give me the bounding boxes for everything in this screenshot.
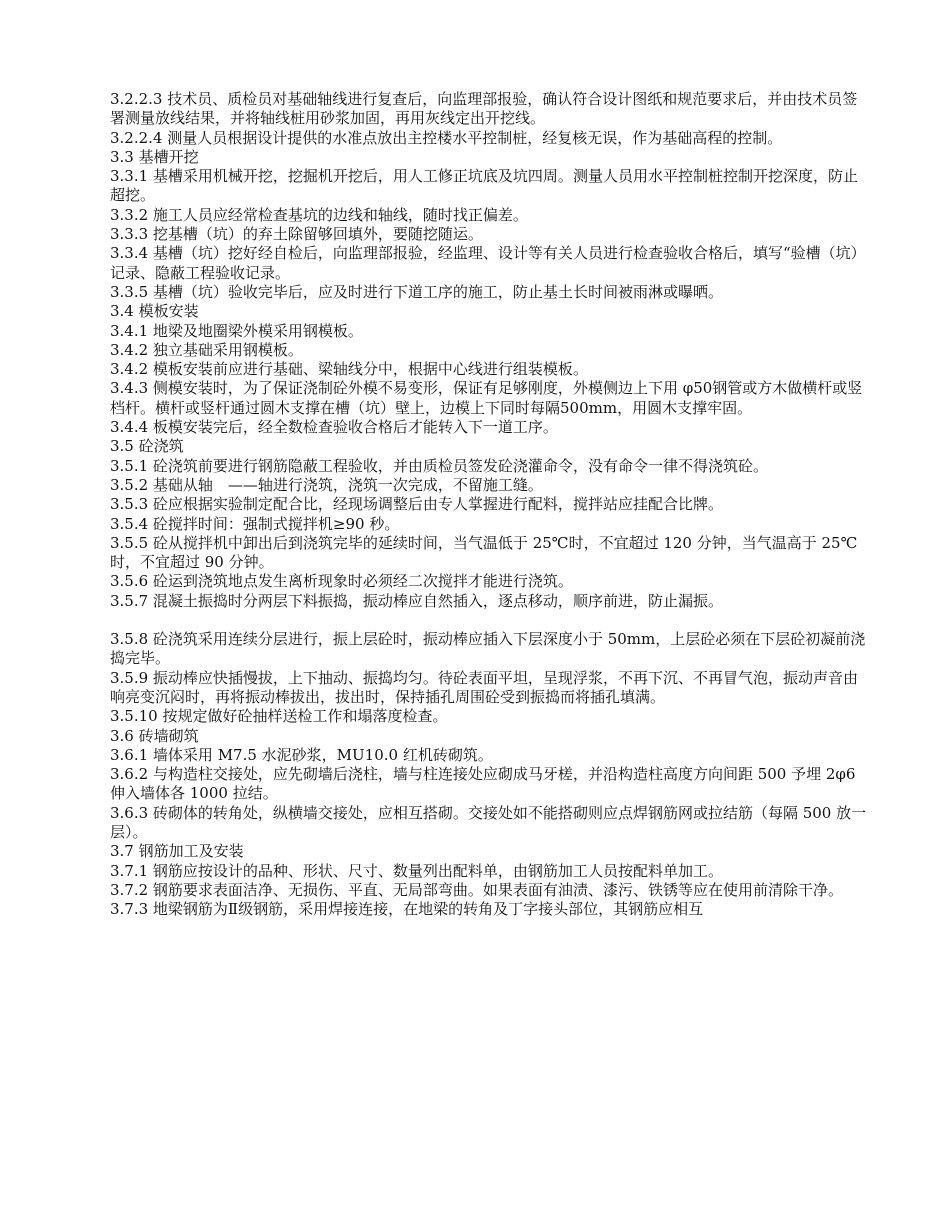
paragraph-3-5-6: 3.5.6 砼运到浇筑地点发生离析现象时必须经二次搅拌才能进行浇筑。 — [110, 572, 573, 591]
document-body — [110, 90, 870, 919]
paragraph-3-6-1: 3.6.1 墙体采用 M7.5 水泥砂浆，MU10.0 红机砖砌筑。 — [110, 745, 493, 764]
paragraph-3-3-4: 3.3.4 基槽（坑）挖好经自检后，向监理部报验，经监理、设计等有关人员进行检查验收合格后，填写“验槽（坑）记录、隐蔽工程验收记录。 — [110, 244, 866, 282]
paragraph-3-7-2: 3.7.2 钢筋要求表面洁净、无损伤、平直、无局部弯曲。如果表面有油渍、漆污、铁锈等应在使用前清除干净。 — [110, 880, 843, 899]
paragraph-3-4-2b: 3.4.2 模板安装前应进行基础、梁轴线分中，根据中心线进行组装模板。 — [110, 360, 588, 379]
paragraph-3-6-2: 3.6.2 与构造柱交接处，应先砌墙后浇柱，墙与柱连接处应砌成马牙槎，并沿构造柱高度方向间距 500 予埋 2φ6 伸入墙体各 1000 拉结。 — [110, 765, 856, 803]
paragraph-3-4-4: 3.4.4 板模安装完后，经全数检查验收合格后才能转入下一道工序。 — [110, 418, 558, 437]
paragraph-3-6-3: 3.6.3 砖砌体的转角处，纵横墙交接处，应相互搭砌。交接处如不能搭砌则应点焊钢筋网或拉结筋（每隔 500 放一层）。 — [110, 803, 867, 841]
paragraph-3-3-3: 3.3.3 挖基槽（坑）的弃土除留够回填外，要随挖随运。 — [110, 225, 483, 244]
paragraph-3-7-1: 3.7.1 钢筋应按设计的品种、形状、尺寸、数量列出配料单，由钢筋加工人员按配料单加工。 — [110, 861, 723, 880]
paragraph-3-5-10: 3.5.10 按规定做好砼抽样送检工作和塌落度检查。 — [110, 707, 448, 726]
heading-3-4: 3.4 模板安装 — [110, 302, 199, 321]
paragraph-3-4-1: 3.4.1 地梁及地圈梁外模采用钢模板。 — [110, 321, 363, 340]
paragraph-3-4-2a: 3.4.2 独立基础采用钢模板。 — [110, 340, 303, 359]
heading-3-7: 3.7 钢筋加工及安装 — [110, 842, 244, 861]
paragraph-3-2-2-4: 3.2.2.4 测量人员根据设计提供的水准点放出主控楼水平控制桩，经复核无误，作为基础高程的控制。 — [110, 128, 783, 147]
paragraph-3-3-1: 3.3.1 基槽采用机械开挖，挖掘机开挖后，用人工修正坑底及坑四周。测量人员用水平控制桩控制开挖深度，防止超挖。 — [110, 167, 858, 205]
paragraph-3-5-7: 3.5.7 混凝土振捣时分两层下料振捣，振动棒应自然插入，逐点移动，顺序前进，防止漏振。 — [110, 591, 723, 610]
paragraph-3-5-8: 3.5.8 砼浇筑采用连续分层进行，振上层砼时，振动棒应插入下层深度小于 50mm，上层砼必须在下层砼初凝前浇捣完毕。 — [110, 630, 866, 668]
paragraph-3-5-3: 3.5.3 砼应根据实验制定配合比，经现场调整后由专人掌握进行配料，搅拌站应挂配合比牌。 — [110, 495, 723, 514]
paragraph-3-5-4: 3.5.4 砼搅拌时间：强制式搅拌机≥90 秒。 — [110, 514, 400, 533]
paragraph-3-3-2: 3.3.2 施工人员应经常检查基坑的边线和轴线，随时找正偏差。 — [110, 205, 528, 224]
heading-3-6: 3.6 砖墙砌筑 — [110, 726, 199, 745]
paragraph-3-5-9: 3.5.9 振动棒应快插慢拔，上下抽动、振捣均匀。待砼表面平坦，呈现浮浆，不再下沉、不再冒气泡，振动声音由响亮变沉闷时，再将振动棒拔出，拔出时，保持插孔周围砼受到振捣而将插孔填满。 — [110, 668, 858, 706]
heading-3-3: 3.3 基槽开挖 — [110, 147, 199, 166]
paragraph-3-7-3: 3.7.3 地梁钢筋为Ⅱ级钢筋，采用焊接连接，在地梁的转角及丁字接头部位，其钢筋应相互 — [110, 900, 704, 919]
paragraph-3-5-5: 3.5.5 砼从搅拌机中卸出后到浇筑完毕的延续时间，当气温低于 25℃时，不宜超过 120 分钟，当气温高于 25℃时，不宜超过 90 分钟。 — [110, 533, 858, 572]
paragraph-3-3-5: 3.3.5 基槽（坑）验收完毕后，应及时进行下道工序的施工，防止基土长时间被雨淋或曝晒。 — [110, 282, 723, 301]
paragraph-3-5-1: 3.5.1 砼浇筑前要进行钢筋隐蔽工程验收，并由质检员签发砼浇灌命令，没有命令一律不得浇筑砼。 — [110, 456, 768, 475]
heading-3-5: 3.5 砼浇筑 — [110, 437, 184, 456]
paragraph-3-4-3: 3.4.3 侧模安装时，为了保证浇制砼外模不易变形，保证有足够刚度，外模侧边上下用 φ50钢管或方木做横杆或竖档杆。横杆或竖杆通过圆木支撑在槽（坑）壁上，边模上下同时每隔500mm，用圆木支撑牢固。 — [110, 379, 863, 417]
paragraph-3-2-2-3: 3.2.2.3 技术员、质检员对基础轴线进行复查后，向监理部报验，确认符合设计图纸和规范要求后，并由技术员签署测量放线结果，并将轴线桩用砂浆加固，再用灰线定出开挖线。 — [110, 90, 858, 128]
paragraph-3-5-2: 3.5.2 基础从轴 ——轴进行浇筑，浇筑一次完成，不留施工缝。 — [110, 475, 543, 494]
